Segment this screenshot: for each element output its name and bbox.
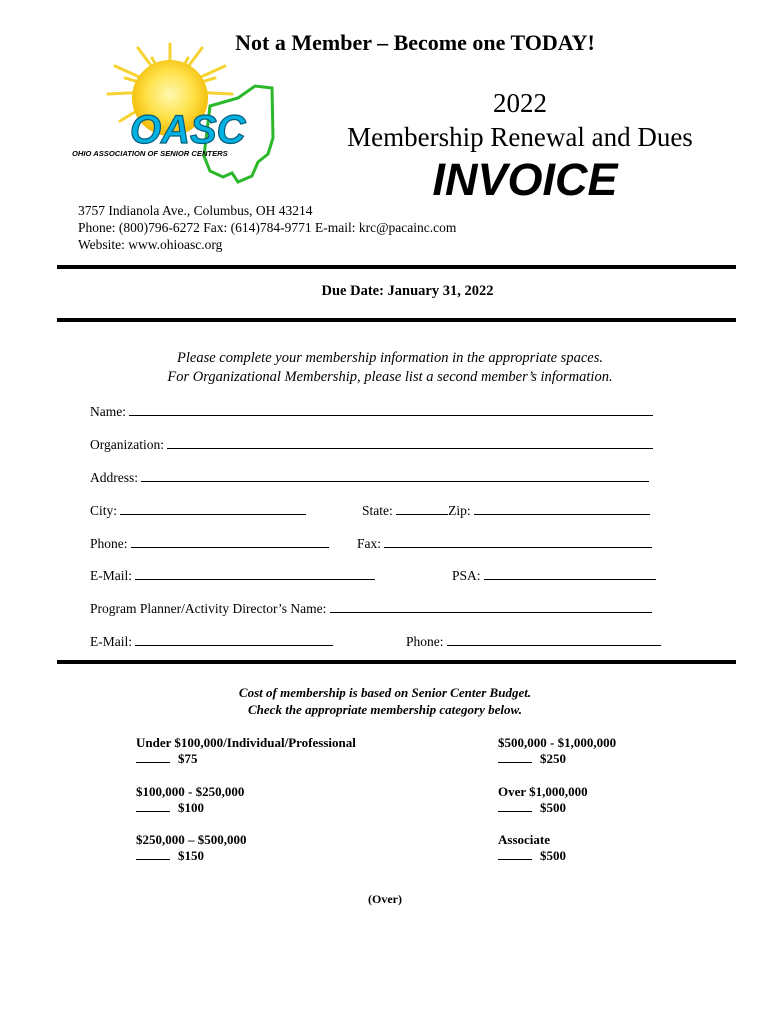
planner-name-field[interactable] xyxy=(90,600,652,617)
email-blank[interactable] xyxy=(135,567,375,580)
category-option[interactable] xyxy=(498,784,588,816)
org-phone-fax-email: Phone: (800)796-6272 Fax: (614)784-9771 E-mail: krc@pacainc.com xyxy=(78,220,457,235)
category-price: $500 xyxy=(540,848,566,863)
category-price: $250 xyxy=(540,751,566,766)
category-option[interactable] xyxy=(136,832,247,864)
invoice-subtitle: Membership Renewal and Dues xyxy=(347,122,693,152)
state-zip-field[interactable] xyxy=(362,502,650,519)
category-option[interactable] xyxy=(498,832,566,864)
divider xyxy=(57,318,736,322)
planner-name-blank[interactable] xyxy=(330,600,652,613)
category-checkbox-line[interactable] xyxy=(498,751,532,763)
zip-label: Zip: xyxy=(448,503,471,518)
category-price: $150 xyxy=(178,848,204,863)
category-label: $250,000 – $500,000 xyxy=(136,832,247,847)
divider xyxy=(57,660,736,664)
divider xyxy=(57,265,736,269)
name-field[interactable] xyxy=(90,403,653,420)
invoice-title: INVOICE xyxy=(432,154,618,205)
planner-phone-label: Phone: xyxy=(406,634,444,649)
category-label: $500,000 - $1,000,000 xyxy=(498,735,617,750)
phone-blank[interactable] xyxy=(131,535,329,548)
psa-label: PSA: xyxy=(452,568,481,583)
address-label: Address: xyxy=(90,470,138,485)
category-label: Over $1,000,000 xyxy=(498,784,588,799)
category-label: Under $100,000/Individual/Professional xyxy=(136,735,356,750)
category-label: Associate xyxy=(498,832,550,847)
category-checkbox-line[interactable] xyxy=(136,848,170,860)
category-checkbox-line[interactable] xyxy=(136,800,170,812)
category-price: $100 xyxy=(178,800,204,815)
organization-label: Organization: xyxy=(90,437,164,452)
category-price: $75 xyxy=(178,751,198,766)
svg-text:OASC: OASC xyxy=(130,108,246,152)
planner-name-label: Program Planner/Activity Director’s Name: xyxy=(90,601,327,616)
state-label: State: xyxy=(362,503,393,518)
city-blank[interactable] xyxy=(120,502,306,515)
planner-email-blank[interactable] xyxy=(135,633,333,646)
category-price: $500 xyxy=(540,800,566,815)
psa-blank[interactable] xyxy=(484,567,656,580)
email-label: E-Mail: xyxy=(90,568,132,583)
due-date: Due Date: January 31, 2022 xyxy=(321,283,494,299)
name-label: Name: xyxy=(90,404,126,419)
organization-field[interactable] xyxy=(90,436,653,453)
phone-field[interactable] xyxy=(90,535,329,552)
name-blank[interactable] xyxy=(129,403,653,416)
org-address: 3757 Indianola Ave., Columbus, OH 43214 xyxy=(78,203,313,218)
zip-blank[interactable] xyxy=(474,502,650,515)
membership-banner: Not a Member – Become one TODAY! xyxy=(235,30,595,55)
planner-email-label: E-Mail: xyxy=(90,634,132,649)
email-field[interactable] xyxy=(90,567,375,584)
category-option[interactable] xyxy=(136,784,244,816)
state-blank[interactable] xyxy=(396,502,448,515)
city-field[interactable] xyxy=(90,502,306,519)
svg-text:OHIO ASSOCIATION OF SENIOR CEN: OHIO ASSOCIATION OF SENIOR CENTERS xyxy=(72,149,228,158)
instructions-line-2: For Organizational Membership, please list a second member’s information. xyxy=(167,369,613,385)
category-option[interactable] xyxy=(498,735,616,767)
cost-note-line-2: Check the appropriate membership category below. xyxy=(248,702,522,717)
city-label: City: xyxy=(90,503,118,518)
address-field[interactable] xyxy=(90,469,649,486)
instructions-line-1: Please complete your membership information in the appropriate spaces. xyxy=(177,350,603,366)
oasc-logo xyxy=(60,36,285,196)
category-checkbox-line[interactable] xyxy=(136,751,170,763)
organization-blank[interactable] xyxy=(167,436,653,449)
page-over-note: (Over) xyxy=(368,892,402,906)
sun-ohio-logo-icon xyxy=(60,36,285,196)
category-checkbox-line[interactable] xyxy=(498,800,532,812)
planner-phone-blank[interactable] xyxy=(447,633,661,646)
planner-email-field[interactable] xyxy=(90,633,333,650)
planner-phone-field[interactable] xyxy=(406,633,661,650)
invoice-year: 2022 xyxy=(493,88,547,118)
category-option[interactable] xyxy=(136,735,356,767)
org-website: Website: www.ohioasc.org xyxy=(78,237,223,252)
fax-label: Fax: xyxy=(357,536,382,551)
fax-field[interactable] xyxy=(357,535,652,552)
psa-field[interactable] xyxy=(452,567,656,584)
category-checkbox-line[interactable] xyxy=(498,848,532,860)
fax-blank[interactable] xyxy=(384,535,652,548)
cost-note-line-1: Cost of membership is based on Senior Center Budget. xyxy=(238,685,532,700)
phone-label: Phone: xyxy=(90,536,128,551)
address-blank[interactable] xyxy=(141,469,649,482)
category-label: $100,000 - $250,000 xyxy=(136,784,245,799)
